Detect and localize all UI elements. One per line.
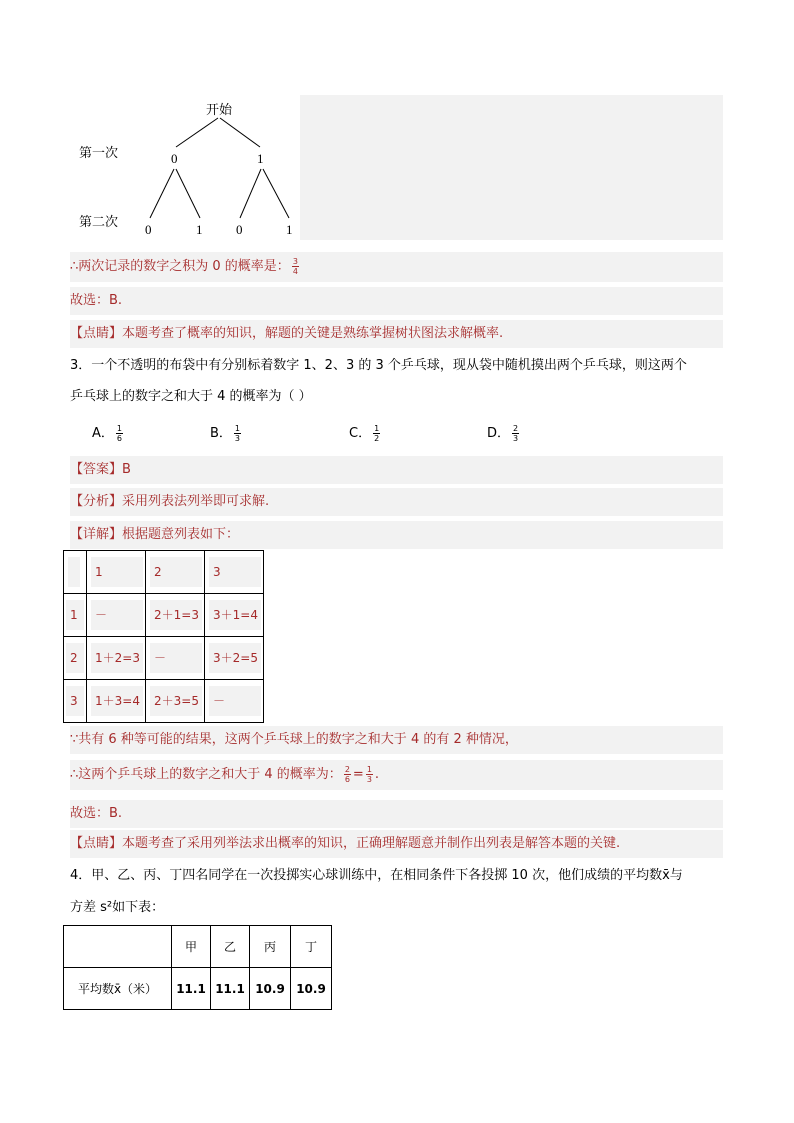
table-cell [205, 594, 264, 637]
fraction-num: 1 [234, 424, 241, 433]
table-cell [87, 594, 146, 637]
table-row [64, 680, 264, 723]
table-row [64, 551, 264, 594]
table-cell-text: － [150, 643, 202, 673]
table-row [64, 637, 264, 680]
table-cell [64, 680, 87, 723]
fraction-num: 1 [116, 424, 122, 433]
option-label: B． [210, 426, 232, 441]
table-cell: 10.9 [250, 968, 291, 1010]
fraction-den: 4 [292, 267, 298, 276]
comment-tag: 【点睛】 [70, 836, 123, 851]
q3-answer [70, 456, 723, 484]
q3-because [70, 726, 723, 754]
table-cell [87, 680, 146, 723]
table-cell-text: 3 [209, 557, 261, 587]
q3-detail [70, 521, 723, 549]
table-cell-text: 1＋2=3 [91, 643, 143, 673]
answer-tag: 【答案】 [70, 462, 123, 477]
table-cell [146, 680, 205, 723]
tree-diagram [70, 95, 300, 240]
q2-comment [70, 320, 723, 348]
table-cell: 10.9 [291, 968, 332, 1010]
fraction-num: 1 [366, 765, 372, 774]
period: . [374, 767, 380, 782]
table-cell-text: 2 [66, 643, 84, 673]
table-cell-text: 1＋3=4 [91, 686, 143, 716]
tree-node: 1 [196, 222, 203, 237]
q3-option-c [349, 420, 382, 448]
q4-stem-line1: 4．甲、乙、丙、丁四名同学在一次投掷实心球训练中，在相同条件下各投掷 10 次，他们成绩的平均数x̄与 [70, 868, 683, 883]
q2-choice [70, 287, 723, 315]
table-cell [87, 551, 146, 594]
table-cell-text: 2＋3=5 [150, 686, 202, 716]
because-text: ∵共有 6 种等可能的结果，这两个乒乓球上的数字之和大于 4 的有 2 种情况， [70, 732, 518, 747]
fraction [366, 765, 373, 784]
fraction-den: 3 [234, 434, 241, 443]
fraction-den: 3 [366, 775, 372, 784]
table-cell: 乙 [211, 926, 250, 968]
comment-text: 本题考查了概率的知识，解题的关键是熟练掌握树状图法求解概率. [122, 326, 504, 341]
fraction-den: 2 [374, 434, 380, 443]
q3-sum-table [63, 550, 264, 723]
q3-choice-text: 故选：B. [70, 806, 123, 821]
q4-stats-table [63, 925, 332, 1010]
table-cell: 丁 [291, 926, 332, 968]
fraction-den: 6 [344, 775, 350, 784]
fraction [373, 424, 380, 443]
fraction-num: 2 [513, 424, 519, 433]
q3-stem-line2: 乒乓球上的数字之和大于 4 的概率为（ ） [70, 389, 312, 404]
q2-conclusion [70, 252, 723, 282]
q4-stem-line2: 方差 s²如下表： [70, 900, 165, 915]
option-label: D． [487, 426, 511, 441]
fraction [234, 424, 241, 443]
table-cell [205, 637, 264, 680]
table-cell-text: 3＋2=5 [209, 643, 261, 673]
table-row [64, 926, 332, 968]
tree-node: 0 [145, 222, 152, 237]
table-cell [64, 594, 87, 637]
table-row [64, 968, 332, 1010]
table-cell-text: － [209, 686, 261, 716]
answer-text: B [122, 462, 131, 477]
fraction-num: 3 [292, 257, 298, 266]
q3-stem-line1: 3．一个不透明的布袋中有分别标着数字 1、2、3 的 3 个乒乓球，现从袋中随机摸出两个乒乓球，则这两个 [70, 358, 687, 373]
option-label: C． [349, 426, 372, 441]
q2-choice-text: 故选：B. [70, 293, 123, 308]
equals-sign: = [352, 767, 364, 782]
analysis-tag: 【分析】 [70, 494, 123, 509]
table-cell [146, 637, 205, 680]
fraction [292, 257, 299, 276]
table-cell-text: － [91, 600, 143, 630]
q3-analysis [70, 488, 723, 516]
table-cell: 11.1 [172, 968, 211, 1010]
tree-root: 开始 [206, 102, 233, 117]
comment-tag: 【点睛】 [70, 326, 123, 341]
table-cell-text: 2＋1=3 [150, 600, 202, 630]
fraction-num: 2 [344, 765, 350, 774]
tree-node: 1 [257, 151, 264, 166]
table-cell: 11.1 [211, 968, 250, 1010]
table-cell: 丙 [250, 926, 291, 968]
q2-conclusion-text: ∴两次记录的数字之积为 0 的概率是： [70, 259, 290, 274]
table-cell [64, 551, 87, 594]
table-cell [146, 551, 205, 594]
q3-choice [70, 800, 723, 828]
q3-therefore [70, 760, 723, 790]
option-label: A． [92, 426, 114, 441]
tree-node: 1 [286, 222, 293, 237]
table-cell-text: 1 [91, 557, 143, 587]
table-cell [64, 637, 87, 680]
fraction-num: 1 [374, 424, 380, 433]
fraction-den: 3 [513, 434, 519, 443]
table-cell: 甲 [172, 926, 211, 968]
table-cell [64, 926, 172, 968]
tree-level1-label: 第一次 [79, 145, 119, 160]
tree-node: 0 [236, 222, 243, 237]
fraction-den: 6 [116, 434, 122, 443]
table-cell-text: 3 [66, 686, 84, 716]
comment-text: 本题考查了采用列举法求出概率的知识，正确理解题意并制作出列表是解答本题的关键. [122, 836, 621, 851]
analysis-text: 采用列表法列举即可求解. [122, 494, 270, 509]
tree-level2-label: 第二次 [79, 214, 119, 229]
table-cell-text [68, 557, 80, 587]
table-cell-text: 2 [150, 557, 202, 587]
q3-comment [70, 830, 723, 858]
table-cell [205, 551, 264, 594]
fraction [116, 424, 123, 443]
tree-node: 0 [171, 151, 178, 166]
q3-option-a [92, 420, 125, 448]
table-cell: 平均数x̄（米） [64, 968, 172, 1010]
q3-option-b [210, 420, 243, 448]
therefore-text: ∴这两个乒乓球上的数字之和大于 4 的概率为： [70, 767, 342, 782]
table-cell [146, 594, 205, 637]
fraction [344, 765, 351, 784]
table-cell [205, 680, 264, 723]
table-cell [87, 637, 146, 680]
table-cell-text: 3＋1=4 [209, 600, 261, 630]
detail-tag: 【详解】 [70, 527, 123, 542]
detail-text: 根据题意列表如下： [122, 527, 240, 542]
table-cell-text: 1 [66, 600, 84, 630]
fraction [512, 424, 519, 443]
table-row [64, 594, 264, 637]
q3-option-d [487, 420, 521, 448]
